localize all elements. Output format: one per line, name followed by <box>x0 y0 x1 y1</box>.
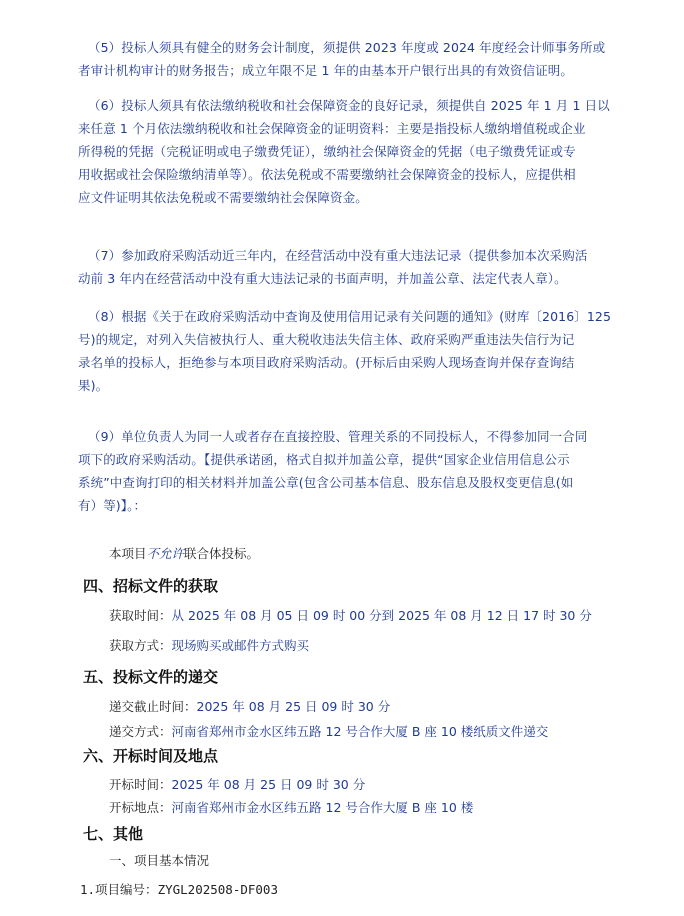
s6-place-value: 河南省郑州市金水区纬五路 12 号合作大厦 B 座 10 楼 <box>171 800 474 815</box>
clause-line: 来任意 1 个月依法缴纳税收和社会保障资金的证明资料：主要是指投标人缴纳增值税或企业 <box>78 121 586 136</box>
s4-acquire-method <box>109 636 309 654</box>
clause-line: 应文件证明其依法免税或不需要缴纳社会保障资金。 <box>78 190 368 205</box>
s4-acquire-time <box>109 606 592 624</box>
clause-6 <box>78 94 618 209</box>
clause-line: 号)的规定，对列入失信被执行人、重大税收违法失信主体、政府采购严重违法失信行为记 <box>78 332 575 347</box>
clause-line: （5）投标人须具有健全的财务会计制度，须提供 2023 年度或 2024 年度经会计师事务所或 <box>88 40 606 55</box>
s6-open-place <box>109 798 473 816</box>
section-5-heading: 五、投标文件的递交 <box>83 668 219 686</box>
clause-line: 者审计机构审计的财务报告；成立年限不足 1 年的由基本开户银行出具的有效资信证明。 <box>78 63 574 78</box>
consortium-value: 不允许 <box>146 546 185 561</box>
clause-line: 录名单的投标人，拒绝参与本项目政府采购活动。(开标后由采购人现场查询并保存查询结 <box>78 355 575 370</box>
section-6-heading: 六、开标时间及地点 <box>83 747 219 765</box>
s6-place-label: 开标地点： <box>109 800 172 815</box>
consortium-prefix: 本项目 <box>109 546 147 561</box>
clause-line: （8）根据《关于在政府采购活动中查询及使用信用记录有关问题的通知》(财库〔2016〕125 <box>88 309 612 324</box>
section-4-heading: 四、招标文件的获取 <box>83 577 219 595</box>
s7-item-value: ZYGL202508-DF003 <box>157 882 278 897</box>
clause-line: 果)。 <box>78 378 109 393</box>
s5-deadline-label: 递交截止时间： <box>109 699 197 714</box>
consortium-note <box>109 544 259 562</box>
s4-time-label: 获取时间： <box>109 608 172 623</box>
clause-line: （6）投标人须具有依法缴纳税收和社会保障资金的良好记录，须提供自 2025 年 1 月 1 日以 <box>88 98 610 113</box>
s7-project-number <box>80 880 278 898</box>
clause-8 <box>78 305 618 397</box>
s7-subtitle: 一、项目基本情况 <box>109 853 210 868</box>
clause-line: 项下的政府采购活动。【提供承诺函，格式自拟并加盖公章，提供“国家企业信用信息公示 <box>78 452 570 467</box>
s6-open-time <box>109 775 365 793</box>
clause-line: （9）单位负责人为同一人或者存在直接控股、管理关系的不同投标人，不得参加同一合同 <box>88 429 588 444</box>
s5-deadline-value: 2025 年 08 月 25 日 09 时 30 分 <box>196 699 391 714</box>
clause-line: 所得税的凭据（完税证明或电子缴费凭证），缴纳社会保障资金的凭据（电子缴费凭证或专 <box>78 144 576 159</box>
s4-method-label: 获取方式： <box>109 638 172 653</box>
s5-deadline <box>109 697 390 715</box>
s5-submit-method <box>109 722 548 740</box>
clause-line: 动前 3 年内在经营活动中没有重大违法记录的书面声明，并加盖公章、法定代表人章）。 <box>78 271 567 286</box>
s4-method-value: 现场购买或邮件方式购买 <box>171 638 310 653</box>
section-7-heading: 七、其他 <box>83 825 144 843</box>
s6-time-value: 2025 年 08 月 25 日 09 时 30 分 <box>171 777 366 792</box>
clause-line: 系统”中查询打印的相关材料并加盖公章(包含公司基本信息、股东信息及股权变更信息(如 <box>78 475 574 490</box>
clause-9 <box>78 425 618 517</box>
s6-time-label: 开标时间： <box>109 777 172 792</box>
s7-item-label: 1.项目编号： <box>80 882 158 897</box>
clause-line: 有）等)】。： <box>78 498 147 513</box>
clause-5 <box>78 36 618 82</box>
s4-time-value: 从 2025 年 08 月 05 日 09 时 00 分到 2025 年 08 月 12 日 17 时 30 分 <box>171 608 592 623</box>
clause-7 <box>78 244 618 290</box>
s5-method-value: 河南省郑州市金水区纬五路 12 号合作大厦 B 座 10 楼纸质文件递交 <box>171 724 549 739</box>
clause-line: （7）参加政府采购活动近三年内，在经营活动中没有重大违法记录（提供参加本次采购活 <box>88 248 588 263</box>
consortium-suffix: 联合体投标。 <box>184 546 260 561</box>
clause-line: 用收据或社会保险缴纳清单等）。依法免税或不需要缴纳社会保障资金的投标人，应提供相 <box>78 167 576 182</box>
s5-method-label: 递交方式： <box>109 724 172 739</box>
